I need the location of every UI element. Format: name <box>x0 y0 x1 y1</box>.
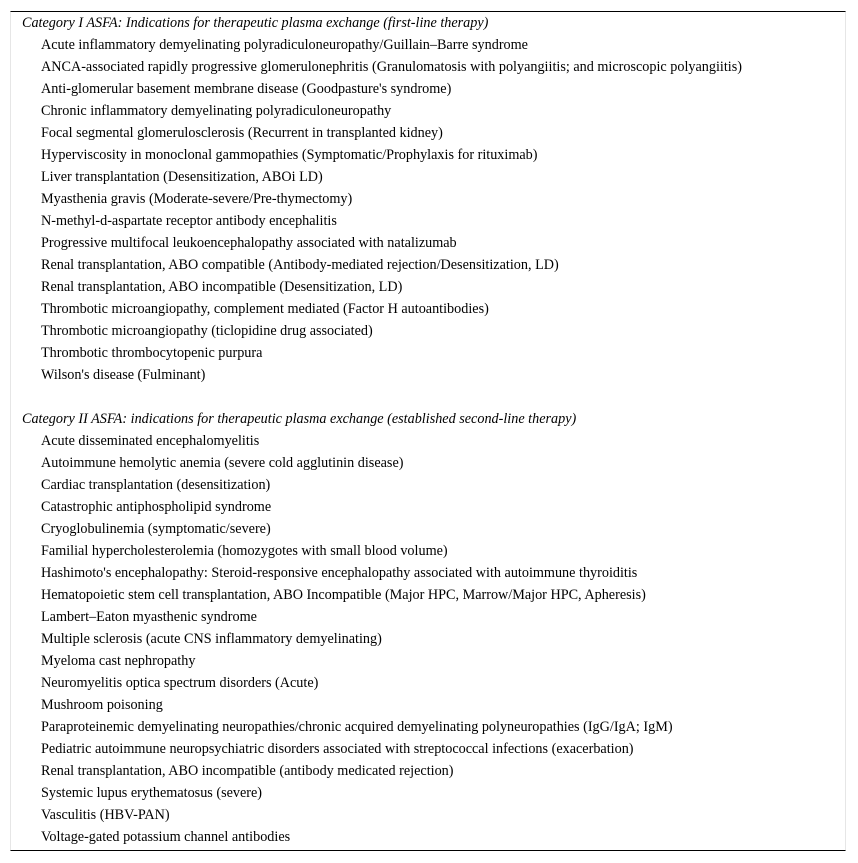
list-item: Renal transplantation, ABO incompatible (Desensitization, LD) <box>41 279 403 295</box>
list-item: Hashimoto's encephalopathy: Steroid-responsive encephalopathy associated with autoimmune thyroiditis <box>41 565 638 581</box>
list-item: Lambert–Eaton myasthenic syndrome <box>41 609 257 625</box>
category-1-section <box>11 12 845 386</box>
list-item: Pediatric autoimmune neuropsychiatric disorders associated with streptococcal infections (exacerbation) <box>41 741 634 757</box>
list-item: Autoimmune hemolytic anemia (severe cold agglutinin disease) <box>41 455 404 471</box>
list-item: Chronic inflammatory demyelinating polyradiculoneuropathy <box>41 103 392 119</box>
list-item: Paraproteinemic demyelinating neuropathies/chronic acquired demyelinating polyneuropathies (IgG/IgA; IgM) <box>41 719 673 735</box>
category-2-list <box>11 430 845 848</box>
list-item: Familial hypercholesterolemia (homozygotes with small blood volume) <box>41 543 448 559</box>
list-item: Acute disseminated encephalomyelitis <box>41 433 260 449</box>
list-item: Mushroom poisoning <box>41 697 163 713</box>
category-1-list <box>11 34 845 386</box>
list-item: Focal segmental glomerulosclerosis (Recurrent in transplanted kidney) <box>41 125 443 141</box>
list-item: Hematopoietic stem cell transplantation, ABO Incompatible (Major HPC, Marrow/Major HPC, Apheresis) <box>41 587 646 603</box>
list-item: Thrombotic thrombocytopenic purpura <box>41 345 263 361</box>
list-item: Myasthenia gravis (Moderate-severe/Pre-thymectomy) <box>41 191 353 207</box>
list-item: Wilson's disease (Fulminant) <box>41 367 206 383</box>
list-item: Vasculitis (HBV-PAN) <box>41 807 170 823</box>
list-item: Progressive multifocal leukoencephalopathy associated with natalizumab <box>41 235 457 251</box>
list-item: Myeloma cast nephropathy <box>41 653 196 669</box>
category-2-section <box>11 408 845 848</box>
list-item: Hyperviscosity in monoclonal gammopathies (Symptomatic/Prophylaxis for rituximab) <box>41 147 538 163</box>
list-item: Renal transplantation, ABO compatible (Antibody-mediated rejection/Desensitization, LD) <box>41 257 559 273</box>
list-item: Renal transplantation, ABO incompatible (antibody medicated rejection) <box>41 763 454 779</box>
list-item: Cardiac transplantation (desensitization) <box>41 477 271 493</box>
list-item: Systemic lupus erythematosus (severe) <box>41 785 263 801</box>
list-item: N-methyl-d-aspartate receptor antibody encephalitis <box>41 213 337 229</box>
list-item: Catastrophic antiphospholipid syndrome <box>41 499 272 515</box>
list-item: Anti-glomerular basement membrane disease (Goodpasture's syndrome) <box>41 81 452 97</box>
section-spacer <box>11 386 845 408</box>
list-item: Cryoglobulinemia (symptomatic/severe) <box>41 521 271 537</box>
category-1-header: Category I ASFA: Indications for therapeutic plasma exchange (first-line therapy) <box>22 15 489 31</box>
indications-table <box>10 11 846 851</box>
list-item: Multiple sclerosis (acute CNS inflammatory demyelinating) <box>41 631 382 647</box>
list-item: Acute inflammatory demyelinating polyradiculoneuropathy/Guillain–Barre syndrome <box>41 37 528 53</box>
list-item: Thrombotic microangiopathy (ticlopidine drug associated) <box>41 323 373 339</box>
list-item: ANCA-associated rapidly progressive glomerulonephritis (Granulomatosis with polyangiitis; and microscopic polyangiitis) <box>41 59 742 75</box>
list-item: Liver transplantation (Desensitization, ABOi LD) <box>41 169 323 185</box>
list-item: Thrombotic microangiopathy, complement mediated (Factor H autoantibodies) <box>41 301 489 317</box>
list-item: Voltage-gated potassium channel antibodies <box>41 829 291 845</box>
list-item: Neuromyelitis optica spectrum disorders (Acute) <box>41 675 319 691</box>
category-2-header: Category II ASFA: indications for therapeutic plasma exchange (established second-line therapy) <box>22 411 577 427</box>
